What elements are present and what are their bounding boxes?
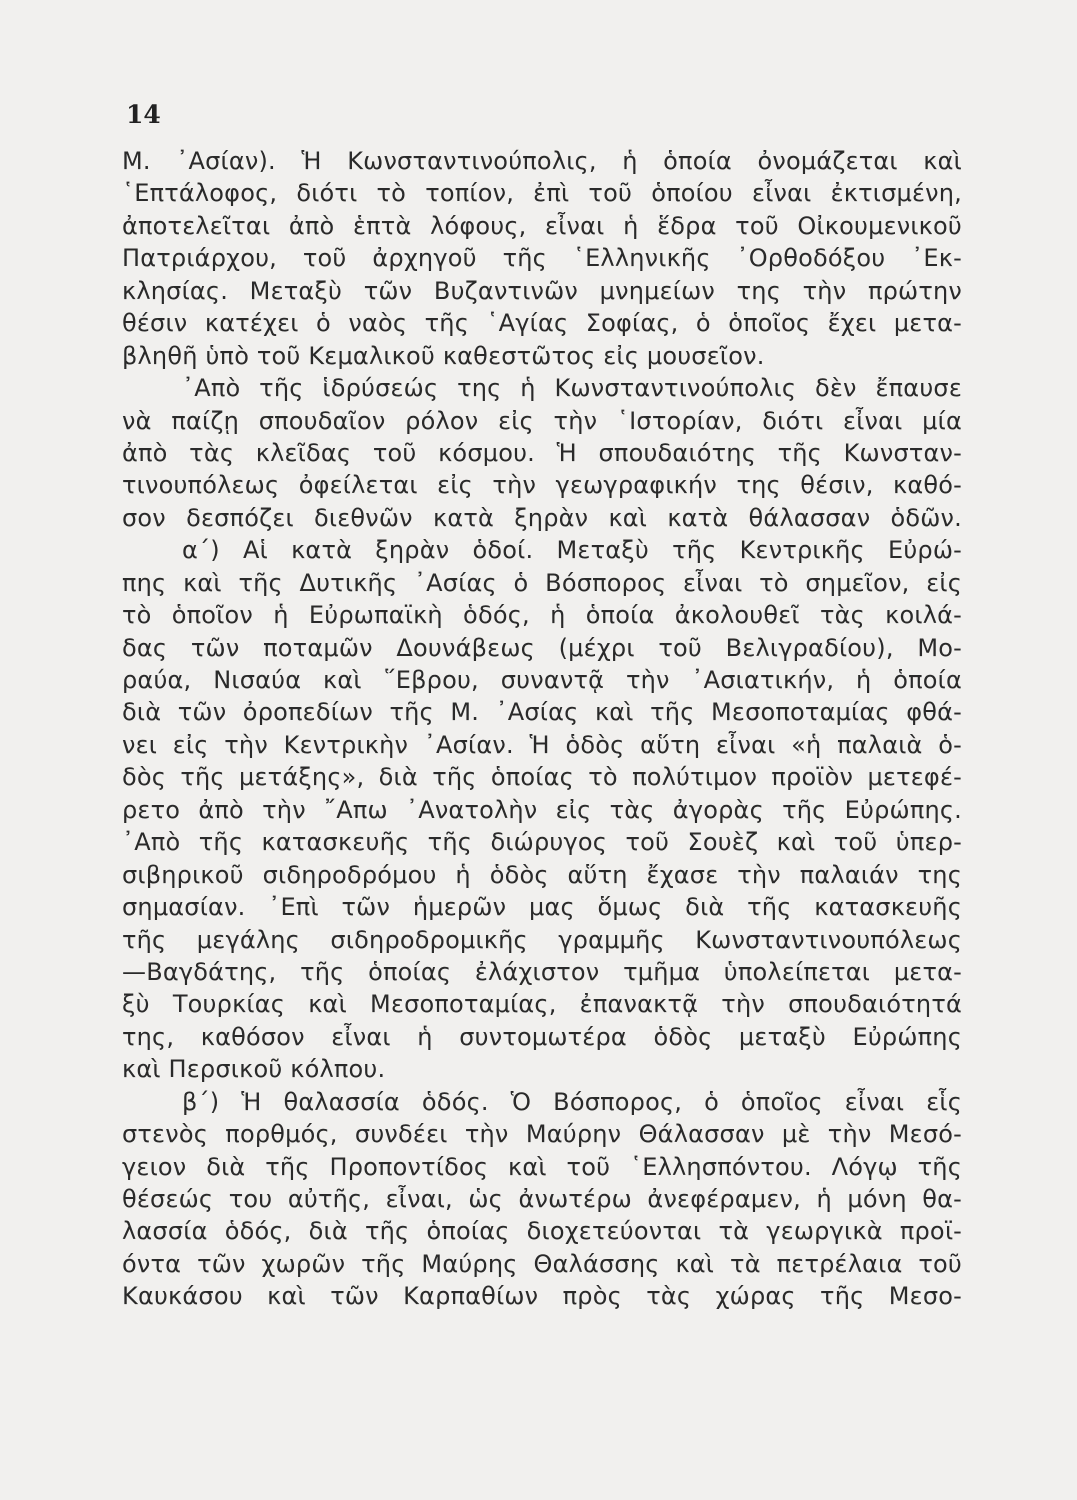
text-line: ἀπὸ τὰς κλεῖδας τοῦ κόσμου. Ἡ σπουδαιότης τῆς Κωνσταν- [122, 438, 962, 467]
text-line: σιβηρικοῦ σιδηροδρόμου ἡ ὁδὸς αὕτη ἔχασε τὴν παλαιάν της [122, 860, 962, 889]
text-line: ραύα, Νισαύα καὶ ῞Εβρου, συναντᾷ τὴν ᾿Ασιατικήν, ἡ ὁποία [122, 666, 962, 694]
text-line: όντα τῶν χωρῶν τῆς Μαύρης Θαλάσσης καὶ τὰ πετρέλαια τοῦ [122, 1249, 962, 1278]
text-line: νὰ παίζῃ σπουδαῖον ρόλον εἰς τὴν ῾Ιστορίαν, διότι εἶναι μία [122, 406, 962, 435]
text-line: γειον διὰ τῆς Προποντίδος καὶ τοῦ ῾Ελλησπόντου. Λόγῳ τῆς [122, 1152, 962, 1181]
text-line: θέσιν κατέχει ὁ ναὸς τῆς ῾Αγίας Σοφίας, ὁ ὁποῖος ἔχει μετα- [122, 309, 962, 338]
text-line: ἀποτελεῖται ἀπὸ ἑπτὰ λόφους, εἶναι ἡ ἕδρα τοῦ Οἰκουμενικοῦ [122, 211, 962, 240]
text-line: πης καὶ τῆς Δυτικῆς ᾿Ασίας ὁ Βόσπορος εἶναι τὸ σημεῖον, εἰς [122, 568, 962, 597]
text-line: βληθῆ ὑπὸ τοῦ Κεμαλικοῦ καθεστῶτος εἰς μουσεῖον. [122, 341, 765, 370]
body-text [122, 145, 962, 1313]
text-line: τῆς μεγάλης σιδηροδρομικῆς γραμμῆς Κωνσταντινουπόλεως [122, 925, 962, 954]
text-line: Πατριάρχου, τοῦ ἀρχηγοῦ τῆς ῾Ελληνικῆς ᾿Ορθοδόξου ᾿Εκ- [122, 244, 962, 273]
text-line: Μ. ᾿Ασίαν). Ἡ Κωνσταντινούπολις, ἡ ὁποία ὀνομάζεται καὶ [122, 147, 962, 175]
text-line: σημασίαν. ᾿Επὶ τῶν ἡμερῶν μας ὅμως διὰ τῆς κατασκευῆς [122, 893, 962, 922]
page-number: 14 [126, 100, 161, 129]
text-line: ᾿Απὸ τῆς ἱδρύσεώς της ἡ Κωνσταντινούπολις δὲν ἔπαυσε [182, 374, 962, 403]
text-line: τὸ ὁποῖον ἡ Εὐρωπαϊκὴ ὁδός, ἡ ὁποία ἀκολουθεῖ τὰς κοιλά- [122, 601, 962, 630]
text-line: δας τῶν ποταμῶν Δουνάβεως (μέχρι τοῦ Βελιγραδίου), Μο- [122, 633, 962, 662]
text-line: β΄) Ἡ θαλασσία ὁδός. Ὁ Βόσπορος, ὁ ὁποῖος εἶναι εἷς [182, 1087, 962, 1116]
text-line: ξὺ Τουρκίας καὶ Μεσοποταμίας, ἐπανακτᾷ τὴν σπουδαιότητά [122, 990, 962, 1019]
text-line: Καυκάσου καὶ τῶν Καρπαθίων πρὸς τὰς χώρας τῆς Μεσο- [122, 1282, 962, 1311]
text-line: θέσεώς του αὐτῆς, εἶναι, ὡς ἀνωτέρω ἀνεφέραμεν, ἡ μόνη θα- [122, 1185, 962, 1213]
text-line: —Βαγδάτης, τῆς ὁποίας ἐλάχιστον τμῆμα ὑπολείπεται μετα- [122, 957, 962, 986]
text-line: λασσία ὁδός, διὰ τῆς ὁποίας διοχετεύονται τὰ γεωργικὰ προϊ- [122, 1217, 962, 1246]
text-line: διὰ τῶν ὀροπεδίων τῆς Μ. ᾿Ασίας καὶ τῆς Μεσοποταμίας φθά- [122, 698, 962, 727]
text-line: κλησίας. Μεταξὺ τῶν Βυζαντινῶν μνημείων της τὴν πρώτην [122, 276, 962, 305]
text-line: καὶ Περσικοῦ κόλπου. [122, 1055, 386, 1084]
text-line: στενὸς πορθμός, συνδέει τὴν Μαύρην Θάλασσαν μὲ τὴν Μεσό- [122, 1120, 962, 1149]
text-line: ᾿Απὸ τῆς κατασκευῆς τῆς διώρυγος τοῦ Σουὲζ καὶ τοῦ ὑπερ- [122, 828, 962, 857]
text-line: σον δεσπόζει διεθνῶν κατὰ ξηρὰν καὶ κατὰ θάλασσαν ὁδῶν. [122, 503, 962, 532]
text-line: της, καθόσον εἶναι ἡ συντομωτέρα ὁδὸς μεταξὺ Εὐρώπης [122, 1022, 962, 1051]
text-line: ρετο ἀπὸ τὴν ῎Απω ᾿Ανατολὴν εἰς τὰς ἀγορὰς τῆς Εὐρώπης. [122, 795, 962, 824]
text-line: δὸς τῆς μετάξης», διὰ τῆς ὁποίας τὸ πολύτιμον προϊὸν μετεφέ- [122, 763, 962, 792]
text-line: ῾Επτάλοφος, διότι τὸ τοπίον, ἐπὶ τοῦ ὁποίου εἶναι ἐκτισμένη, [122, 179, 962, 208]
text-line: α΄) Αἱ κατὰ ξηρὰν ὁδοί. Μεταξὺ τῆς Κεντρικῆς Εὐρώ- [182, 536, 962, 565]
text-line: νει εἰς τὴν Κεντρικὴν ᾿Ασίαν. Ἡ ὁδὸς αὕτη εἶναι «ἡ παλαιὰ ὁ- [122, 730, 962, 759]
text-line: τινουπόλεως ὀφείλεται εἰς τὴν γεωγραφικήν της θέσιν, καθό- [122, 471, 962, 500]
